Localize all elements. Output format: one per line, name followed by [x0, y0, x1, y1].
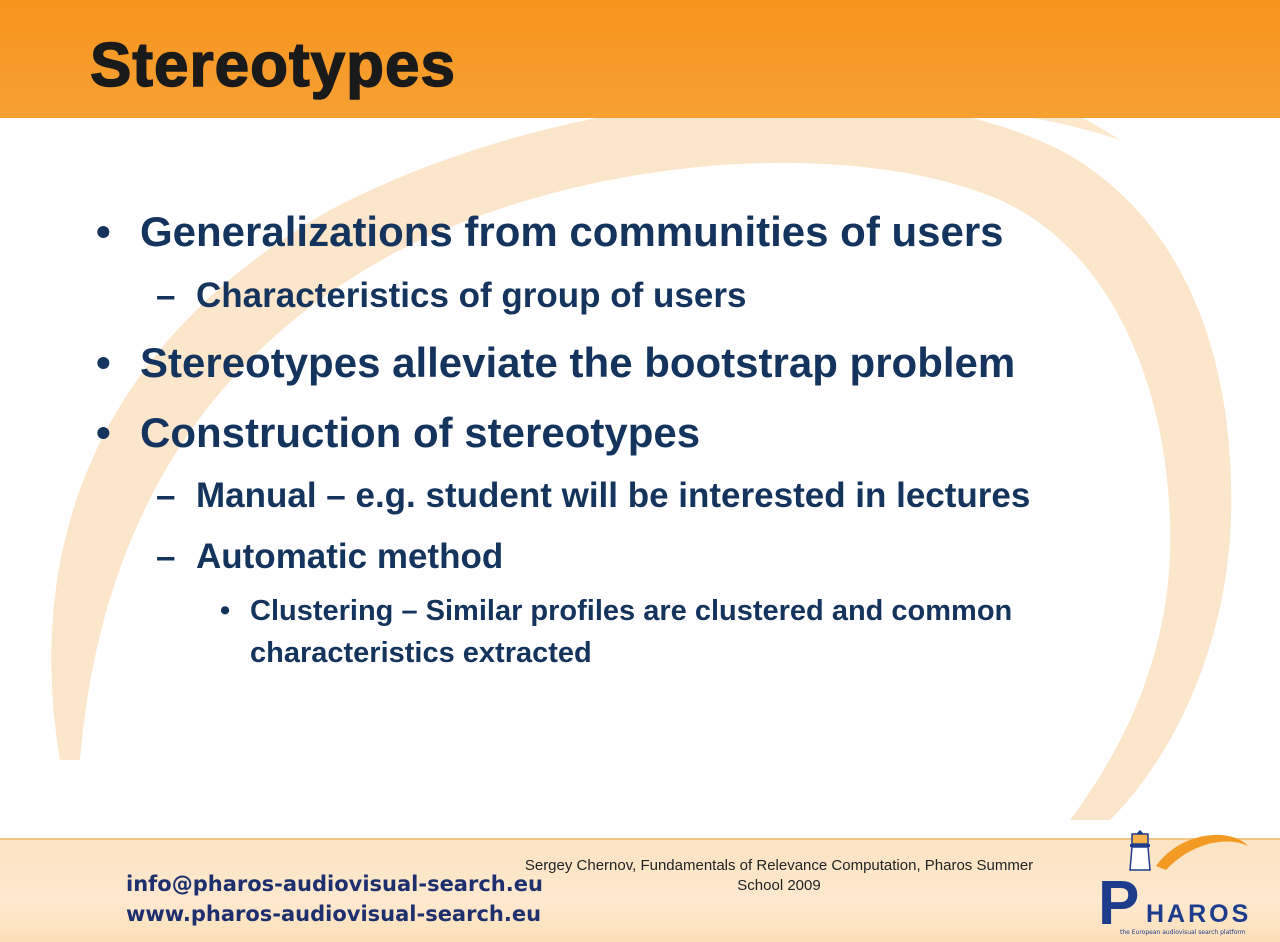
sub-sub-bullet-text: Clustering – Similar profiles are clustered and common — [250, 595, 1013, 627]
credit-line: School 2009 — [737, 877, 821, 894]
bullet-item — [96, 409, 700, 457]
bullet-marker: • — [96, 409, 111, 456]
footer-website: www.pharos-audiovisual-search.eu — [126, 902, 542, 926]
sub-bullet-text: Automatic method — [196, 537, 504, 576]
logo-tagline: the European audiovisual search platform — [1120, 929, 1246, 936]
bullet-marker: • — [220, 595, 231, 627]
bullet-item — [96, 339, 1015, 387]
pharos-logo — [1092, 826, 1252, 938]
credit-line: Sergey Chernov, Fundamentals of Relevance Computation, Pharos Summer — [524, 857, 1034, 874]
footer-credit — [500, 856, 1058, 896]
lighthouse-icon — [1130, 830, 1150, 870]
sub-sub-bullet-item — [220, 595, 1012, 628]
bullet-marker: • — [96, 339, 111, 386]
logo-letter: P — [1098, 869, 1140, 938]
bullet-item — [96, 208, 1004, 256]
sub-bullet-item — [156, 276, 746, 316]
sub-bullet-text: Characteristics of group of users — [196, 276, 747, 315]
sub-sub-bullet-continuation — [250, 637, 592, 670]
sub-sub-bullet-text: characteristics extracted — [250, 637, 592, 669]
logo-wordmark: HAROS — [1146, 900, 1252, 928]
bullet-text: Generalizations from communities of users — [140, 208, 1004, 255]
bullet-text: Stereotypes alleviate the bootstrap problem — [140, 339, 1016, 386]
bullet-marker: • — [96, 208, 111, 255]
sub-bullet-item — [156, 476, 1030, 516]
slide-title: Stereotypes — [90, 31, 456, 100]
dash-marker: – — [156, 276, 176, 315]
dash-marker: – — [156, 476, 176, 515]
sub-bullet-text: Manual – e.g. student will be interested in lectures — [196, 476, 1031, 515]
footer-email: info@pharos-audiovisual-search.eu — [126, 872, 543, 896]
sub-bullet-item — [156, 537, 503, 577]
logo-arc — [1156, 835, 1248, 870]
dash-marker: – — [156, 537, 176, 576]
bullet-text: Construction of stereotypes — [140, 409, 701, 456]
